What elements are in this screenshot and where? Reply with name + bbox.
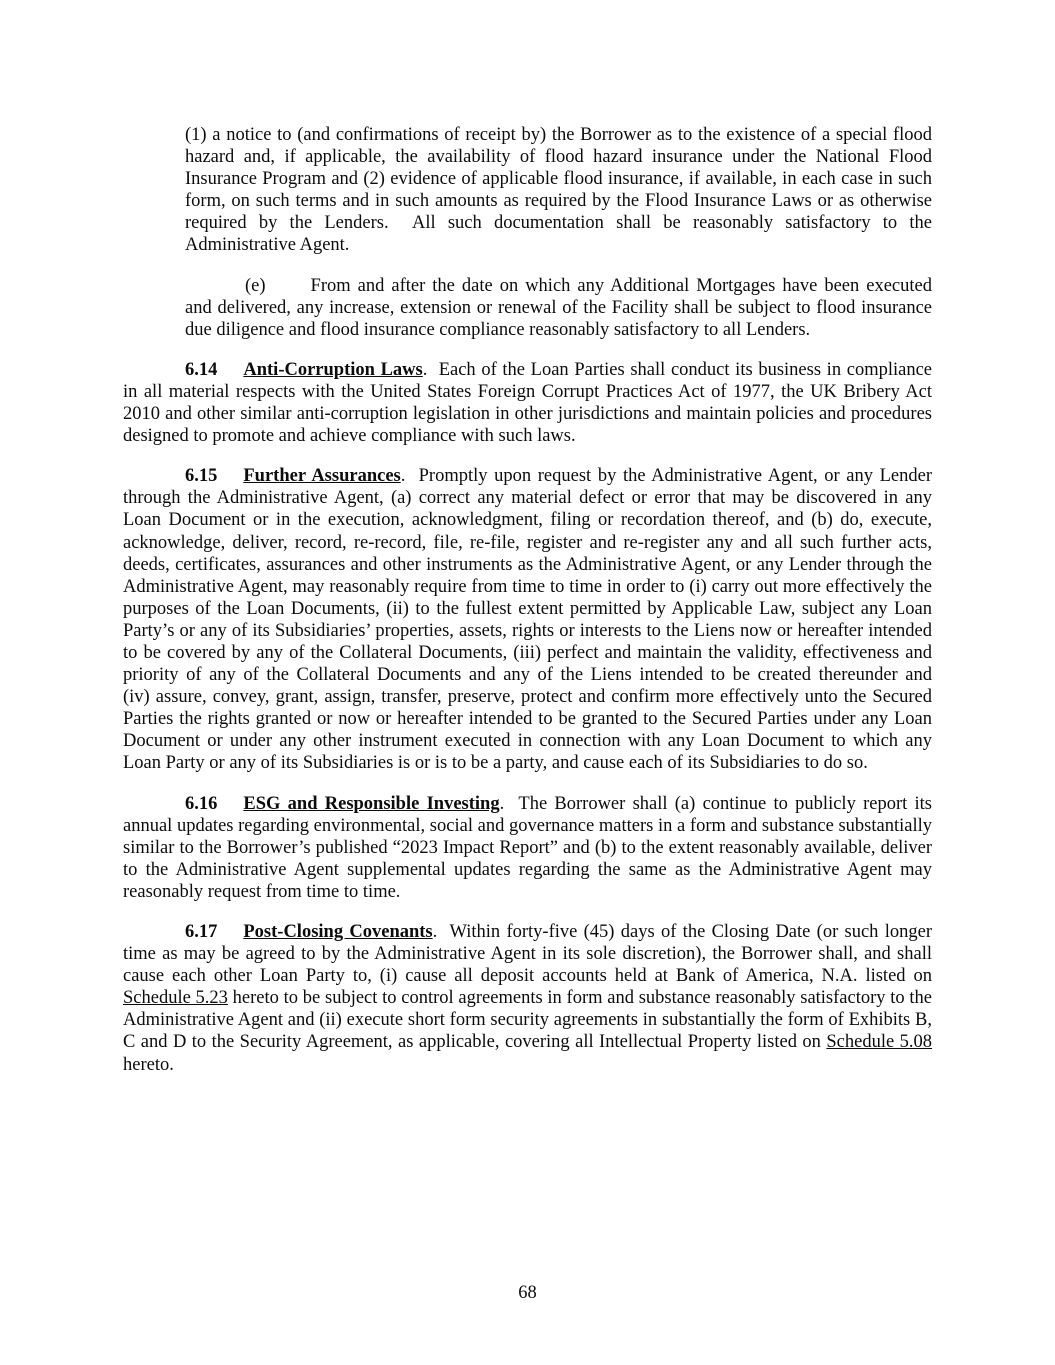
section-6-16 [123,793,932,903]
page-number: 68 [518,1283,537,1303]
section-6-17 [123,921,932,1076]
schedule-5-08-reference: Schedule 5.08 [826,1032,932,1053]
section-heading-anti-corruption-laws: Anti-Corruption Laws [243,359,423,380]
clause-e-label: (e) [245,275,266,296]
clause-e-text: From and after the date on which any Additional Mortgages have been executed and delivered, any increase, extension or renewal of the Facility shall be subject to flood insurance due diligence and flood insurance compliance reasonably satisfactory to all Lenders. [185,275,932,340]
clause-e [185,275,932,341]
section-body: . Each of the Loan Parties shall conduct its business in compliance in all material respects with the United States Foreign Corrupt Practices Act of 1977, the UK Bribery Act 2010 and other similar anti-corruption legislation in other jurisdictions and maintain policies and procedures designed to promote and achieve compliance with such laws. [123,359,932,447]
section-6-14 [123,359,932,447]
section-body: hereto. [123,1054,174,1075]
section-6-15 [123,465,932,774]
section-body: . The Borrower shall (a) continue to publicly report its annual updates regarding environmental, social and governance matters in a form and substance substantially similar to the Borrower’s published “2023 Impact Report” and (b) to the extent reasonably available, deliver to the Administrative Agent supplemental updates regarding the same as the Administrative Agent may reasonably request from time to time. [123,793,932,902]
section-heading-further-assurances: Further Assurances [243,466,401,487]
clause-flood-notice: (1) a notice to (and confirmations of receipt by) the Borrower as to the existence of a special flood hazard and, if applicable, the availability of flood hazard insurance under the National Flood Insurance Program and (2) evidence of applicable flood insurance, if available, in each case in such form, on such terms and in such amounts as required by the Flood Insurance Laws or as otherwise required by the Lenders. All such documentation shall be reasonably satisfactory to the Administrative Agent. [185,125,932,256]
section-body: . Promptly upon request by the Administrative Agent, or any Lender through the Administrative Agent, (a) correct any material defect or error that may be discovered in any Loan Document or in the execution, acknowledgment, filing or recordation thereof, and (b) do, execute, acknowledge, deliver, record, re-record, file, re-file, register and re-register any and all such further acts, deeds, certificates, assurances and other instruments as the Administrative Agent, or any Lender through the Administrative Agent, may reasonably require from time to time in order to (i) carry out more effectively the purposes of the Loan Documents, (ii) to the fullest extent permitted by Applicable Law, subject any Loan Party’s or any of its Subsidiaries’ properties, assets, rights or interests to the Liens now or hereafter intended to be covered by any of the Collateral Documents, (iii) perfect and maintain the validity, effectiveness and priority of any of the Collateral Documents and any of the Liens intended to be created thereunder and (iv) assure, convey, grant, assign, transfer, preserve, protect and confirm more effectively unto the Secured Parties the rights granted or now or hereafter intended to be granted to the Secured Parties under any Loan Document or under any other instrument executed in connection with any Loan Document to which any Loan Party or any of its Subsidiaries is or is to be a party, and cause each of its Subsidiaries to do so. [123,466,932,774]
section-heading-esg-and-responsible-investing: ESG and Responsible Investing [243,793,500,814]
section-number: 6.16 [185,793,218,814]
section-body: . Within forty-five (45) days of the Closing Date (or such longer time as may be agreed to by the Administrative Agent in its sole discretion), the Borrower shall, and shall cause each other Loan Party to, (i) cause all deposit accounts held at Bank of America, N.A. listed on [123,922,932,987]
section-number: 6.15 [185,466,218,487]
section-number: 6.14 [185,359,218,380]
section-heading-post-closing-covenants: Post-Closing Covenants [243,922,433,942]
section-body: hereto to be subject to control agreements in form and substance reasonably satisfactory to the Administrative Agent and (ii) execute short form security agreements in substantially the form of Exhibits B, C and D to the Security Agreement, as applicable, covering all Intellectual Property listed on [123,988,932,1053]
section-number: 6.17 [185,922,218,942]
schedule-5-23-reference: Schedule 5.23 [123,988,228,1009]
document-body [123,124,932,1094]
